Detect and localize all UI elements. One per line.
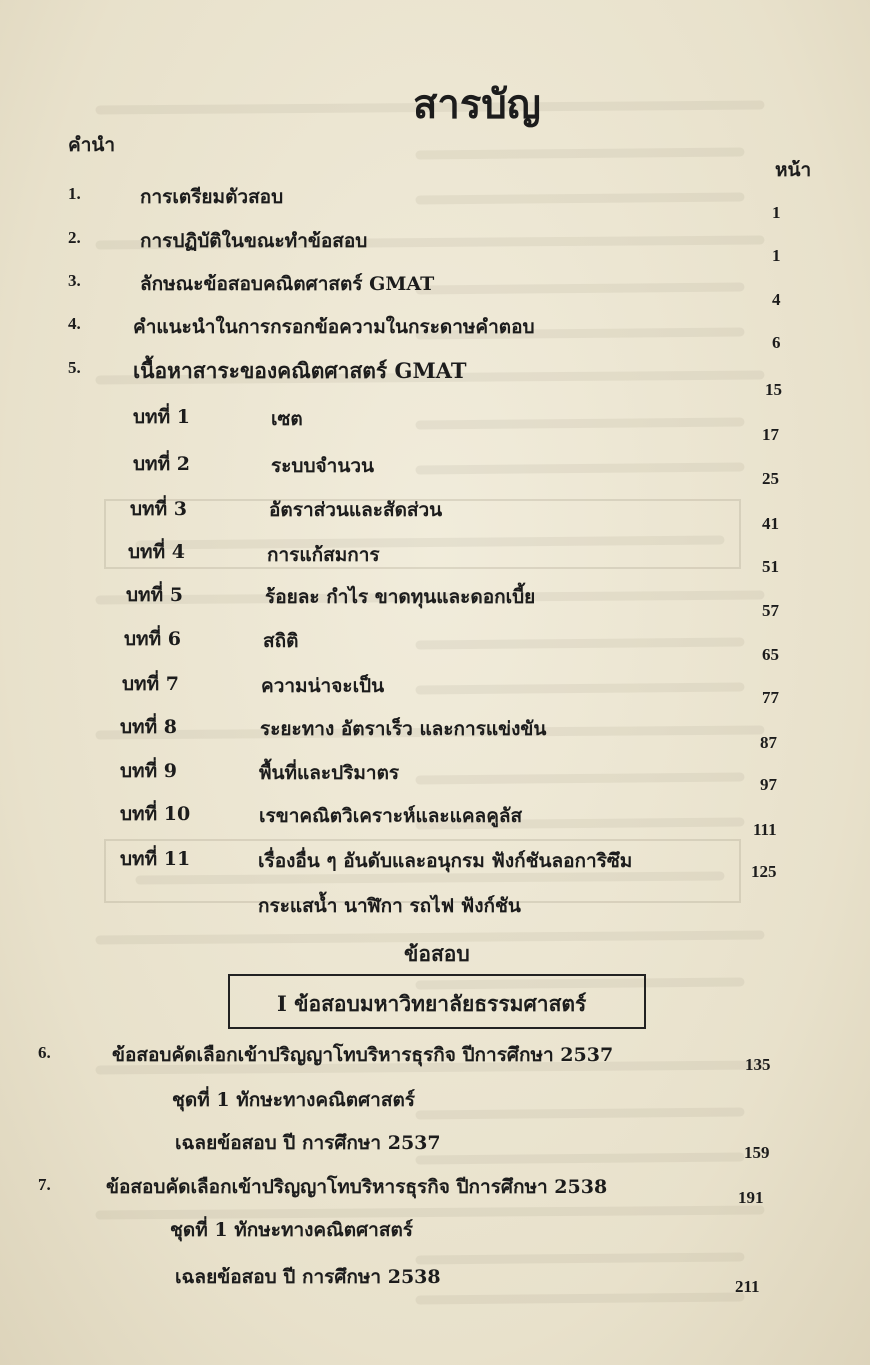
exam-set: ชุดที่ 1 ทักษะทางคณิตศาสตร์ [172,1089,415,1111]
item-label: ลักษณะข้อสอบคณิตศาสตร์ GMAT [140,273,435,295]
exam-page: 135 [745,1055,771,1074]
item-label: การเตรียมตัวสอบ [140,186,284,208]
chapter-label: บทที่ 2 [133,453,190,475]
chapter-label: บทที่ 1 [133,406,190,428]
preface-entry: คำนำ [68,134,116,156]
exam-answers: เฉลยข้อสอบ ปี การศึกษา 2538 [175,1266,441,1288]
item-number: 4. [68,314,81,333]
chapter-label: บทที่ 8 [120,716,177,738]
item-label: การปฏิบัติในขณะทำข้อสอบ [140,230,368,252]
chapter-label: บทที่ 9 [120,760,177,782]
item-number: 2. [68,228,81,247]
chapter-title: เรื่องอื่น ๆ อันดับและอนุกรม ฟังก์ชันลอการิซึม [258,850,633,872]
chapter-page: 125 [751,862,777,881]
item-page: 15 [765,380,782,399]
item-page: 1 [772,203,781,222]
chapter-page: 57 [762,601,779,620]
item-page: 6 [772,333,781,352]
chapter-page: 17 [762,425,779,444]
chapter-title: ความน่าจะเป็น [261,675,385,697]
chapter-page: 51 [762,557,779,576]
page-title: สารบัญ [413,81,541,128]
item-number: 5. [68,358,81,377]
chapter-label: บทที่ 6 [124,628,181,650]
chapter-title: อัตราส่วนและสัดส่วน [269,499,443,521]
chapter-title: สถิติ [263,630,299,652]
exam-label: ข้อสอบคัดเลือกเข้าปริญญาโทบริหารธุรกิจ ปีการศึกษา 2538 [106,1176,608,1198]
chapter-page: 97 [760,775,777,794]
exam-page: 191 [738,1188,764,1207]
item-label: คำแนะนำในการกรอกข้อความในกระดาษคำตอบ [133,316,535,338]
chapter-page: 111 [753,820,777,839]
chapter-label: บทที่ 7 [122,673,179,695]
chapter-title: ร้อยละ กำไร ขาดทุนและดอกเบี้ย [265,586,536,608]
exam-answers-page: 159 [744,1143,770,1162]
item-number: 3. [68,271,81,290]
item-label: เนื้อหาสาระของคณิตศาสตร์ GMAT [133,358,467,383]
item-number: 1. [68,184,81,203]
chapter-page: 87 [760,733,777,752]
exam-number: 7. [38,1175,51,1194]
chapter-label: บทที่ 5 [126,584,183,606]
chapter-title: การแก้สมการ [267,544,380,566]
chapter-label: บทที่ 10 [120,803,191,825]
exam-set: ชุดที่ 1 ทักษะทางคณิตศาสตร์ [170,1219,413,1241]
chapter-title: ระบบจำนวน [271,455,374,477]
exam-label: ข้อสอบคัดเลือกเข้าปริญญาโทบริหารธุรกิจ ปีการศึกษา 2537 [112,1044,614,1066]
chapter-page: 77 [762,688,779,707]
exam-answers-page: 211 [735,1277,760,1296]
chapter-page: 65 [762,645,779,664]
exam-university-label: I ข้อสอบมหาวิทยาลัยธรรมศาสตร์ [277,991,587,1016]
exam-number: 6. [38,1043,51,1062]
chapter-page: 41 [762,514,779,533]
chapter-title: เซต [271,408,303,430]
chapter-page: 25 [762,469,779,488]
chapter-title: ระยะทาง อัตราเร็ว และการแข่งขัน [260,718,547,740]
chapter-title: พื้นที่และปริมาตร [259,762,400,784]
chapter-title: เรขาคณิตวิเคราะห์และแคลคูลัส [259,805,523,827]
page-column-header: หน้า [775,159,812,181]
chapter-label: บทที่ 11 [120,848,191,870]
exam-answers: เฉลยข้อสอบ ปี การศึกษา 2537 [175,1132,441,1154]
chapter-label: บทที่ 4 [128,541,185,563]
item-page: 4 [772,290,781,309]
chapter-label: บทที่ 3 [130,498,187,520]
chapter-title-continued: กระแสน้ำ นาฬิกา รถไฟ ฟังก์ชัน [258,895,521,917]
item-page: 1 [772,246,781,265]
exam-section-heading: ข้อสอบ [404,941,470,966]
